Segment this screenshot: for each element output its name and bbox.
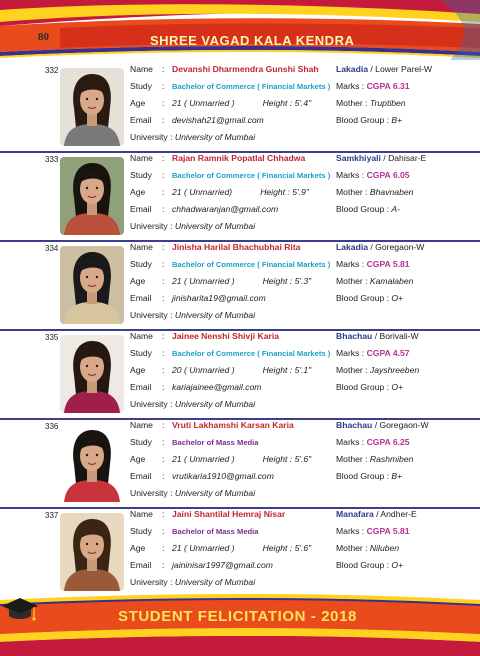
study-value: Bachelor of Commerce ( Financial Markets ): [172, 260, 331, 269]
blood-group-label: Blood Group :: [336, 293, 390, 303]
marks-label: Marks :: [336, 170, 365, 180]
marks-label: Marks :: [336, 81, 365, 91]
native-place: Bhachau: [336, 420, 373, 430]
study-value: Bachelor of Mass Media: [172, 527, 259, 536]
cgpa-value: CGPA 5.81: [366, 259, 410, 269]
height-field: Height : 5'.6": [262, 454, 312, 464]
student-photo: [60, 424, 124, 502]
name-label: Name: [130, 420, 153, 430]
age-value: 21 ( Unmarried ): [172, 98, 235, 108]
blood-group-label: Blood Group :: [336, 204, 390, 214]
graduation-cap-icon: [0, 594, 40, 624]
study-value: Bachelor of Mass Media: [172, 438, 259, 447]
name-label: Name: [130, 64, 153, 74]
study-label: Study: [130, 81, 152, 91]
blood-group-value: O+: [391, 382, 404, 392]
email-label: Email: [130, 115, 152, 125]
university-label: University :: [130, 488, 173, 498]
student-name: Jaini Shantilal Hemraj Nisar: [172, 509, 286, 519]
marks-label: Marks :: [336, 348, 365, 358]
page-footer: [0, 594, 480, 656]
footer-title: STUDENT FELICITATION - 2018: [118, 608, 357, 625]
height-field: Height : 5'.6": [262, 543, 312, 553]
footer-banner: [0, 594, 480, 656]
university-value: University of Mumbai: [174, 132, 256, 142]
serial-number: 333: [45, 155, 59, 164]
age-label: Age: [130, 276, 146, 286]
height-field: Height : 5'.3": [262, 276, 312, 286]
student-name: Devanshi Dharmendra Gunshi Shah: [172, 64, 319, 74]
native-place: Bhachau: [336, 331, 373, 341]
study-label: Study: [130, 259, 152, 269]
student-entry: 335 Name : Jainee Nenshi Shivji Karia Study : Bachelor of Commerce ( Financial Markets ) Age : 20 ( Unmarried ) Height : 5'.1" Email : kariajainee@gmail.com University : University of Mumbai Bhachau / Borivali-W Marks : CGPA 4.57 Mother : Jayshreeben Blood Group : O+: [0, 331, 480, 420]
blood-group-value: O+: [391, 560, 404, 570]
student-name: Vruti Lakhamshi Karsan Karia: [172, 420, 294, 430]
study-label: Study: [130, 170, 152, 180]
cgpa-value: CGPA 6.25: [366, 437, 410, 447]
age-value: 21 ( Unmarried ): [172, 454, 235, 464]
student-entry: 337 Name : Jaini Shantilal Hemraj Nisar Study : Bachelor of Mass Media Age : 21 ( Unmarried ) Height : 5'.6" Email : jaininisar1997@gmail.com University : University of Mumbai Manafara / Andher-E Marks : CGPA 5.81 Mother : Niluben Blood Group : O+: [0, 509, 480, 596]
university-label: University :: [130, 577, 173, 587]
residence: / Borivali-W: [374, 331, 419, 341]
student-photo: [60, 68, 124, 146]
residence: / Dahisar-E: [383, 153, 427, 163]
cgpa-value: CGPA 5.81: [366, 526, 410, 536]
university-value: University of Mumbai: [174, 221, 256, 231]
mother-label: Mother :: [336, 276, 368, 286]
blood-group-label: Blood Group :: [336, 382, 390, 392]
header-banner: [0, 0, 480, 60]
mother-label: Mother :: [336, 454, 368, 464]
cgpa-value: CGPA 4.57: [366, 348, 410, 358]
university-label: University :: [130, 399, 173, 409]
student-photo: [60, 513, 124, 591]
mother-value: Niluben: [369, 543, 400, 553]
student-entry: 333 Name : Rajan Ramnik Popatlal Chhadwa Study : Bachelor of Commerce ( Financial Markets ) Age : 21 ( Unmarried) Height : 5'.9" Email : chhadwaranjan@gmail.com University : University of Mumbai Samkhiyali / Dahisar-E Marks : CGPA 6.05 Mother : Bhavnaben Blood Group : A-: [0, 153, 480, 242]
study-label: Study: [130, 348, 152, 358]
university-label: University :: [130, 132, 173, 142]
blood-group-label: Blood Group :: [336, 471, 390, 481]
mother-value: Kamalaben: [369, 276, 414, 286]
study-value: Bachelor of Commerce ( Financial Markets ): [172, 349, 331, 358]
student-entry: 336 Name : Vruti Lakhamshi Karsan Karia Study : Bachelor of Mass Media Age : 21 ( Unmarried ) Height : 5'.6" Email : vrutikaria1910@gmail.com University : University of Mumbai Bhachau / Goregaon-W Marks : CGPA 6.25 Mother : Rashmiben Blood Group : B+: [0, 420, 480, 509]
native-place: Samkhiyali: [336, 153, 381, 163]
blood-group-value: B+: [391, 471, 403, 481]
name-label: Name: [130, 509, 153, 519]
height-field: Height : 5'.1": [262, 365, 312, 375]
serial-number: 335: [45, 333, 59, 342]
blood-group-value: O+: [391, 293, 404, 303]
age-label: Age: [130, 187, 146, 197]
student-name: Rajan Ramnik Popatlal Chhadwa: [172, 153, 306, 163]
student-photo: [60, 246, 124, 324]
age-value: 20 ( Unmarried ): [172, 365, 235, 375]
residence: / Andher-E: [376, 509, 417, 519]
name-label: Name: [130, 153, 153, 163]
mother-label: Mother :: [336, 543, 368, 553]
residence: / Goregaon-W: [370, 242, 425, 252]
serial-number: 336: [45, 422, 59, 431]
study-label: Study: [130, 526, 152, 536]
blood-group-value: A-: [391, 204, 401, 214]
student-entry: 332 Name : Devanshi Dharmendra Gunshi Shah Study : Bachelor of Commerce ( Financial Markets ) Age : 21 ( Unmarried ) Height : 5'.4" Email : devishah21@gmail.com University : University of Mumbai Lakadia / Lower Parel-W Marks : CGPA 6.31 Mother : Truptiben Blood Group : B+: [0, 64, 480, 153]
cgpa-value: CGPA 6.05: [366, 170, 410, 180]
height-field: Height : 5'.4": [262, 98, 312, 108]
study-label: Study: [130, 437, 152, 447]
student-photo: [60, 335, 124, 413]
age-label: Age: [130, 98, 146, 108]
page-header: [0, 0, 480, 60]
marks-label: Marks :: [336, 437, 365, 447]
age-value: 21 ( Unmarried ): [172, 543, 235, 553]
height-field: Height : 5'.9": [260, 187, 309, 197]
age-label: Age: [130, 543, 146, 553]
native-place: Manafara: [336, 509, 374, 519]
serial-number: 337: [45, 511, 59, 520]
mother-label: Mother :: [336, 98, 368, 108]
university-value: University of Mumbai: [174, 488, 256, 498]
age-label: Age: [130, 454, 146, 464]
student-name: Jainee Nenshi Shivji Karia: [172, 331, 279, 341]
email-value: vrutikaria1910@gmail.com: [172, 471, 274, 481]
email-label: Email: [130, 560, 152, 570]
study-value: Bachelor of Commerce ( Financial Markets ): [172, 171, 331, 180]
email-label: Email: [130, 204, 152, 214]
email-label: Email: [130, 471, 152, 481]
mother-value: Truptiben: [369, 98, 406, 108]
blood-group-value: B+: [391, 115, 403, 125]
university-value: University of Mumbai: [174, 399, 256, 409]
residence: / Goregaon-W: [374, 420, 429, 430]
name-label: Name: [130, 331, 153, 341]
mother-label: Mother :: [336, 187, 368, 197]
email-value: chhadwaranjan@gmail.com: [172, 204, 279, 214]
age-value: 21 ( Unmarried): [172, 187, 233, 197]
age-label: Age: [130, 365, 146, 375]
serial-number: 334: [45, 244, 59, 253]
email-value: kariajainee@gmail.com: [172, 382, 262, 392]
student-photo: [60, 157, 124, 235]
native-place: Lakadia: [336, 64, 369, 74]
residence: / Lower Parel-W: [370, 64, 433, 74]
email-label: Email: [130, 293, 152, 303]
header-title: SHREE VAGAD KALA KENDRA: [150, 33, 355, 48]
age-value: 21 ( Unmarried ): [172, 276, 235, 286]
study-value: Bachelor of Commerce ( Financial Markets ): [172, 82, 331, 91]
native-place: Lakadia: [336, 242, 369, 252]
university-label: University :: [130, 310, 173, 320]
page-number: 80: [38, 31, 49, 43]
email-value: devishah21@gmail.com: [172, 115, 264, 125]
cgpa-value: CGPA 6.31: [366, 81, 410, 91]
university-value: University of Mumbai: [174, 310, 256, 320]
blood-group-label: Blood Group :: [336, 115, 390, 125]
marks-label: Marks :: [336, 526, 365, 536]
email-value: jinisharita19@gmail.com: [172, 293, 266, 303]
serial-number: 332: [45, 66, 59, 75]
university-label: University :: [130, 221, 173, 231]
mother-value: Bhavnaben: [369, 187, 414, 197]
mother-value: Rashmiben: [369, 454, 414, 464]
mother-label: Mother :: [336, 365, 368, 375]
email-label: Email: [130, 382, 152, 392]
student-list: [0, 64, 480, 596]
marks-label: Marks :: [336, 259, 365, 269]
blood-group-label: Blood Group :: [336, 560, 390, 570]
student-name: Jinisha Harilal Bhachubhai Rita: [172, 242, 301, 252]
university-value: University of Mumbai: [174, 577, 256, 587]
mother-value: Jayshreeben: [369, 365, 420, 375]
email-value: jaininisar1997@gmail.com: [172, 560, 273, 570]
student-entry: 334 Name : Jinisha Harilal Bhachubhai Rita Study : Bachelor of Commerce ( Financial Markets ) Age : 21 ( Unmarried ) Height : 5'.3" Email : jinisharita19@gmail.com University : University of Mumbai Lakadia / Goregaon-W Marks : CGPA 5.81 Mother : Kamalaben Blood Group : O+: [0, 242, 480, 331]
name-label: Name: [130, 242, 153, 252]
